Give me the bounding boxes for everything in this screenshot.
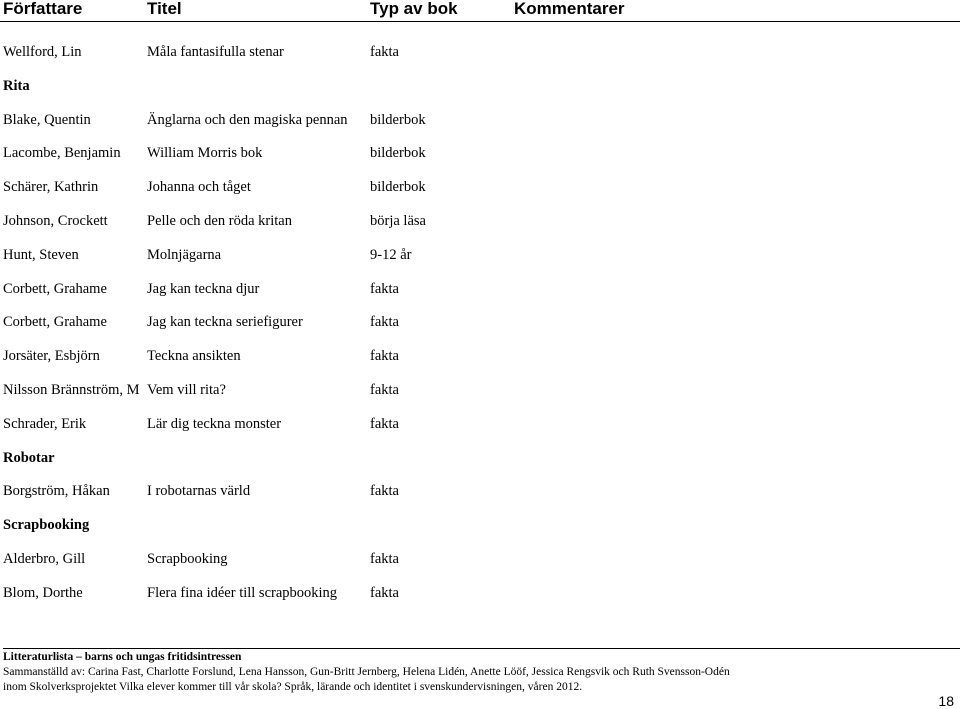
table-row [0,472,960,506]
book-title: Molnjägarna [147,246,222,263]
table-row [0,270,960,304]
book-type: fakta [370,381,399,398]
footer-title: Litteraturlista – barns och ungas fritidsintressen [3,651,242,663]
book-author: Jorsäter, Esbjörn [3,348,100,365]
book-title: William Morris bok [147,145,263,162]
book-type: 9-12 år [370,246,412,263]
book-type: bilderbok [370,179,426,196]
book-type: fakta [370,584,399,601]
book-title: I robotarnas värld [147,483,251,500]
column-header-title: Titel [147,0,182,18]
table-row [0,303,960,337]
book-author: Corbett, Grahame [3,314,107,331]
table-row [0,101,960,135]
book-type: börja läsa [370,212,426,229]
table-row [0,405,960,439]
book-author: Nilsson Brännström, M [3,381,140,398]
table-row [0,33,960,67]
book-type: fakta [370,44,399,60]
book-title: Jag kan teckna djur [147,280,260,297]
book-title: Johanna och tåget [147,179,251,196]
book-author: Borgström, Håkan [3,483,110,500]
column-header-author: Författare [3,0,83,18]
footer-project: inom Skolverksprojektet Vilka elever kommer till vår skola? Språk, lärande och identitet i svenskundervisningen, våren 2012. [3,681,583,693]
book-title: Änglarna och den magiska pennan [147,111,348,128]
book-title: Flera fina idéer till scrapbooking [147,584,338,601]
table-row [0,574,960,608]
book-title: Jag kan teckna seriefigurer [147,314,303,331]
book-type: fakta [370,314,399,331]
book-type: fakta [370,415,399,432]
footer-compiled-by: Sammanställd av: Carina Fast, Charlotte Forslund, Lena Hansson, Gun-Britt Jernberg, Helena Lidén, Anette Lööf, Jessica Rengsvik och Ruth Svensson-Odén [3,666,730,678]
book-author: Johnson, Crockett [3,212,108,229]
page-number: 18 [938,693,954,709]
column-header-comments: Kommentarer [514,0,625,18]
table-row [0,134,960,168]
footer-divider [3,648,960,649]
section-heading [0,506,960,540]
book-title: Vem vill rita? [147,381,226,398]
section-label: Scrapbooking [3,517,90,534]
table-row [0,202,960,236]
book-author: Lacombe, Benjamin [3,145,121,162]
book-author: Blake, Quentin [3,111,91,128]
book-type: bilderbok [370,111,426,128]
book-title: Teckna ansikten [147,348,241,365]
section-heading [0,67,960,101]
book-author: Alderbro, Gill [3,550,86,567]
book-author: Wellford, Lin [3,44,82,60]
book-author: Schärer, Kathrin [3,179,99,196]
book-type: fakta [370,280,399,297]
book-type: bilderbok [370,145,426,162]
section-label: Robotar [3,449,55,466]
book-title: Lär dig teckna monster [147,415,282,432]
table-row [0,540,960,574]
book-type: fakta [370,550,399,567]
book-author: Blom, Dorthe [3,584,83,601]
book-title: Måla fantasifulla stenar [147,44,284,60]
section-heading [0,439,960,473]
book-author: Corbett, Grahame [3,280,107,297]
column-header-type: Typ av bok [370,0,458,18]
book-author: Hunt, Steven [3,246,79,263]
page-footer [3,650,730,695]
book-author: Schrader, Erik [3,415,87,432]
book-title: Pelle och den röda kritan [147,212,292,229]
book-list [0,33,960,608]
book-type: fakta [370,483,399,500]
table-row [0,337,960,371]
book-type: fakta [370,348,399,365]
table-row [0,168,960,202]
table-row [0,371,960,405]
section-label: Rita [3,77,30,94]
book-title: Scrapbooking [147,550,228,567]
table-header [0,0,960,22]
table-row [0,236,960,270]
